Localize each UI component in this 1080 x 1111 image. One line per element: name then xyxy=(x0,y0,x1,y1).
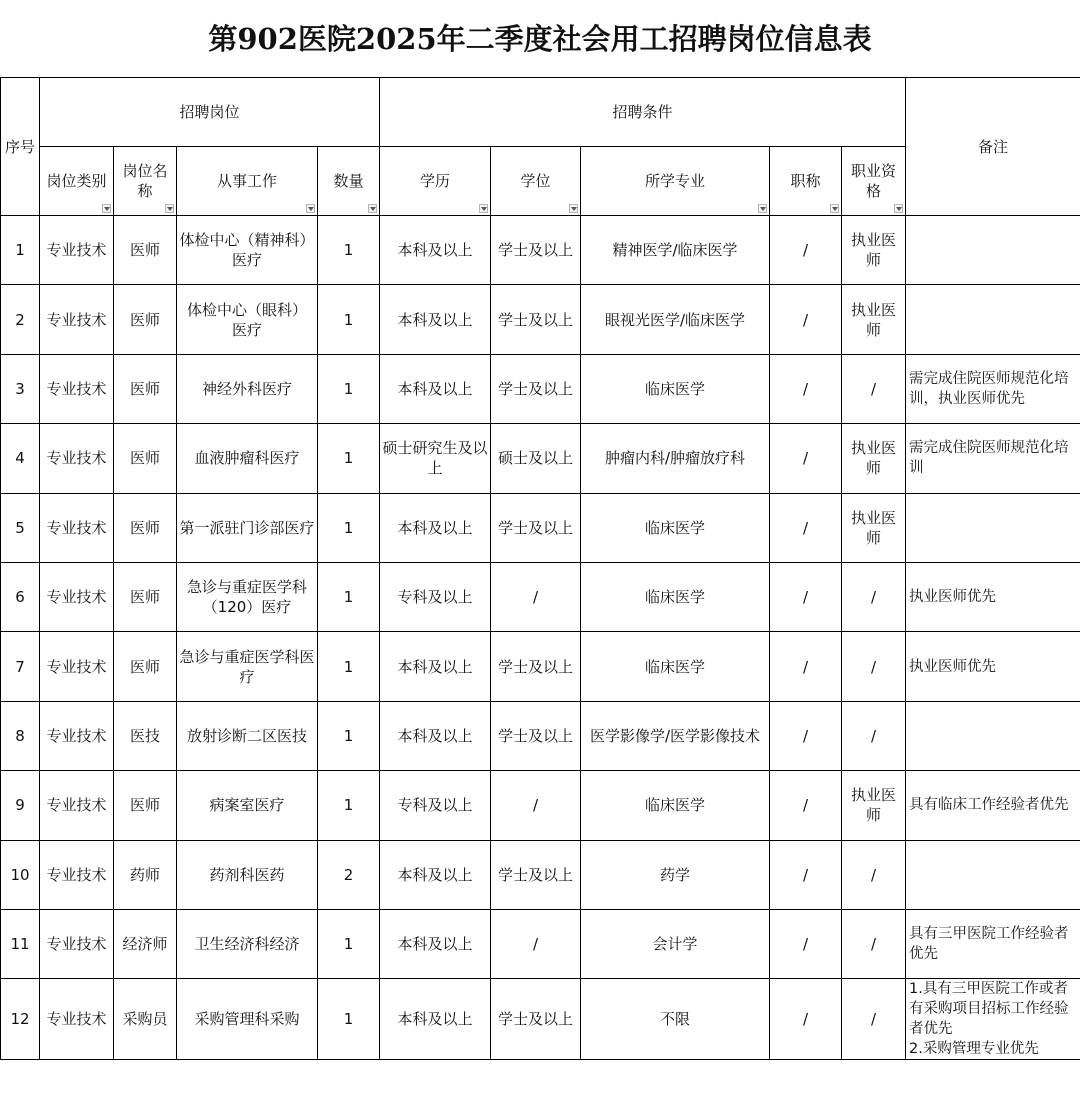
filter-dropdown-icon[interactable] xyxy=(165,204,174,213)
cell-work: 卫生经济科经济 xyxy=(177,909,318,978)
cell-post: 医师 xyxy=(114,285,177,354)
cell-work: 急诊与重症医学科医疗 xyxy=(177,632,318,701)
filter-dropdown-icon[interactable] xyxy=(368,204,377,213)
cell-post: 经济师 xyxy=(114,909,177,978)
filter-dropdown-icon[interactable] xyxy=(830,204,839,213)
table-row xyxy=(1,840,1080,909)
cell-education: 本科及以上 xyxy=(380,285,491,354)
table-row xyxy=(1,493,1080,562)
header-category[interactable]: 岗位类别 xyxy=(40,147,114,216)
cell-qualification: 执业医师 xyxy=(842,285,906,354)
cell-category: 专业技术 xyxy=(40,493,114,562)
cell-work: 病案室医疗 xyxy=(177,771,318,840)
cell-major: 精神医学/临床医学 xyxy=(581,216,770,285)
cell-education: 本科及以上 xyxy=(380,493,491,562)
cell-major: 眼视光医学/临床医学 xyxy=(581,285,770,354)
cell-note: 需完成住院医师规范化培训 xyxy=(906,424,1080,493)
cell-count: 1 xyxy=(318,424,380,493)
cell-no: 6 xyxy=(1,562,40,631)
cell-work: 体检中心（眼科） 医疗 xyxy=(177,285,318,354)
cell-post: 药师 xyxy=(114,840,177,909)
cell-count: 1 xyxy=(318,354,380,423)
cell-major: 临床医学 xyxy=(581,354,770,423)
page-title: 第902医院2025年二季度社会用工招聘岗位信息表 xyxy=(208,22,872,56)
cell-major: 临床医学 xyxy=(581,771,770,840)
cell-note xyxy=(906,840,1080,909)
cell-title: / xyxy=(770,979,842,1060)
table-row xyxy=(1,216,1080,285)
cell-title: / xyxy=(770,771,842,840)
cell-education: 本科及以上 xyxy=(380,354,491,423)
cell-work: 药剂科医药 xyxy=(177,840,318,909)
cell-count: 2 xyxy=(318,840,380,909)
cell-post: 医师 xyxy=(114,771,177,840)
cell-post: 医师 xyxy=(114,424,177,493)
cell-category: 专业技术 xyxy=(40,354,114,423)
filter-dropdown-icon[interactable] xyxy=(758,204,767,213)
cell-post: 医师 xyxy=(114,354,177,423)
cell-education: 本科及以上 xyxy=(380,909,491,978)
table-row xyxy=(1,354,1080,423)
cell-category: 专业技术 xyxy=(40,562,114,631)
cell-major: 不限 xyxy=(581,979,770,1060)
cell-count: 1 xyxy=(318,216,380,285)
cell-category: 专业技术 xyxy=(40,701,114,770)
filter-dropdown-icon[interactable] xyxy=(306,204,315,213)
cell-degree: 学士及以上 xyxy=(491,840,581,909)
cell-category: 专业技术 xyxy=(40,909,114,978)
cell-category: 专业技术 xyxy=(40,632,114,701)
cell-major: 临床医学 xyxy=(581,493,770,562)
cell-major: 医学影像学/医学影像技术 xyxy=(581,701,770,770)
cell-no: 9 xyxy=(1,771,40,840)
cell-title: / xyxy=(770,354,842,423)
header-count[interactable]: 数量 xyxy=(318,147,380,216)
cell-note xyxy=(906,493,1080,562)
cell-qualification: / xyxy=(842,701,906,770)
cell-category: 专业技术 xyxy=(40,285,114,354)
cell-qualification: / xyxy=(842,840,906,909)
filter-dropdown-icon[interactable] xyxy=(569,204,578,213)
cell-category: 专业技术 xyxy=(40,979,114,1060)
header-post[interactable]: 岗位名称 xyxy=(114,147,177,216)
cell-degree: 学士及以上 xyxy=(491,354,581,423)
cell-no: 11 xyxy=(1,909,40,978)
cell-no: 5 xyxy=(1,493,40,562)
cell-title: / xyxy=(770,285,842,354)
cell-degree: / xyxy=(491,562,581,631)
cell-qualification: 执业医师 xyxy=(842,424,906,493)
cell-qualification: 执业医师 xyxy=(842,771,906,840)
header-education[interactable]: 学历 xyxy=(380,147,491,216)
cell-note: 需完成住院医师规范化培训，执业医师优先 xyxy=(906,354,1080,423)
cell-count: 1 xyxy=(318,909,380,978)
cell-work: 体检中心（精神科） 医疗 xyxy=(177,216,318,285)
cell-major: 临床医学 xyxy=(581,562,770,631)
cell-education: 本科及以上 xyxy=(380,632,491,701)
cell-degree: / xyxy=(491,771,581,840)
cell-work: 放射诊断二区医技 xyxy=(177,701,318,770)
table-row xyxy=(1,424,1080,493)
cell-education: 本科及以上 xyxy=(380,979,491,1060)
cell-degree: / xyxy=(491,909,581,978)
recruitment-table xyxy=(0,77,1080,1060)
cell-title: / xyxy=(770,701,842,770)
cell-note: 具有临床工作经验者优先 xyxy=(906,771,1080,840)
cell-post: 医师 xyxy=(114,493,177,562)
cell-degree: 硕士及以上 xyxy=(491,424,581,493)
cell-education: 本科及以上 xyxy=(380,216,491,285)
cell-category: 专业技术 xyxy=(40,771,114,840)
cell-qualification: / xyxy=(842,632,906,701)
header-title[interactable]: 职称 xyxy=(770,147,842,216)
cell-category: 专业技术 xyxy=(40,216,114,285)
cell-title: / xyxy=(770,493,842,562)
cell-title: / xyxy=(770,840,842,909)
cell-no: 4 xyxy=(1,424,40,493)
cell-work: 血液肿瘤科医疗 xyxy=(177,424,318,493)
cell-major: 肿瘤内科/肿瘤放疗科 xyxy=(581,424,770,493)
cell-education: 本科及以上 xyxy=(380,840,491,909)
header-group-conditions: 招聘条件 xyxy=(380,78,906,147)
cell-no: 2 xyxy=(1,285,40,354)
table-row xyxy=(1,771,1080,840)
cell-major: 会计学 xyxy=(581,909,770,978)
cell-post: 医技 xyxy=(114,701,177,770)
table-row xyxy=(1,632,1080,701)
cell-category: 专业技术 xyxy=(40,840,114,909)
cell-title: / xyxy=(770,632,842,701)
cell-note: 执业医师优先 xyxy=(906,632,1080,701)
table-row xyxy=(1,979,1080,1060)
cell-title: / xyxy=(770,562,842,631)
cell-qualification: / xyxy=(842,354,906,423)
cell-education: 本科及以上 xyxy=(380,701,491,770)
header-remarks: 备注 xyxy=(906,78,1080,216)
cell-degree: 学士及以上 xyxy=(491,216,581,285)
cell-count: 1 xyxy=(318,562,380,631)
table-row xyxy=(1,909,1080,978)
cell-note: 具有三甲医院工作经验者优先 xyxy=(906,909,1080,978)
table-row xyxy=(1,285,1080,354)
table-row xyxy=(1,562,1080,631)
header-work[interactable]: 从事工作 xyxy=(177,147,318,216)
cell-count: 1 xyxy=(318,632,380,701)
header-qualification[interactable]: 职业资格 xyxy=(842,147,906,216)
cell-no: 8 xyxy=(1,701,40,770)
cell-degree: 学士及以上 xyxy=(491,979,581,1060)
cell-no: 10 xyxy=(1,840,40,909)
cell-no: 7 xyxy=(1,632,40,701)
cell-no: 3 xyxy=(1,354,40,423)
header-degree[interactable]: 学位 xyxy=(491,147,581,216)
cell-no: 1 xyxy=(1,216,40,285)
cell-count: 1 xyxy=(318,979,380,1060)
cell-education: 专科及以上 xyxy=(380,771,491,840)
header-major[interactable]: 所学专业 xyxy=(581,147,770,216)
cell-note xyxy=(906,216,1080,285)
cell-count: 1 xyxy=(318,771,380,840)
cell-count: 1 xyxy=(318,493,380,562)
cell-note xyxy=(906,701,1080,770)
header-index: 序号 xyxy=(1,78,40,216)
cell-note xyxy=(906,285,1080,354)
cell-qualification: / xyxy=(842,979,906,1060)
filter-dropdown-icon[interactable] xyxy=(894,204,903,213)
filter-dropdown-icon[interactable] xyxy=(479,204,488,213)
cell-category: 专业技术 xyxy=(40,424,114,493)
cell-post: 采购员 xyxy=(114,979,177,1060)
cell-note: 执业医师优先 xyxy=(906,562,1080,631)
cell-post: 医师 xyxy=(114,562,177,631)
cell-work: 急诊与重症医学科（120）医疗 xyxy=(177,562,318,631)
table-row xyxy=(1,701,1080,770)
cell-degree: 学士及以上 xyxy=(491,632,581,701)
cell-major: 药学 xyxy=(581,840,770,909)
cell-post: 医师 xyxy=(114,632,177,701)
cell-qualification: / xyxy=(842,909,906,978)
cell-no: 12 xyxy=(1,979,40,1060)
filter-dropdown-icon[interactable] xyxy=(102,204,111,213)
cell-major: 临床医学 xyxy=(581,632,770,701)
cell-degree: 学士及以上 xyxy=(491,493,581,562)
header-group-post: 招聘岗位 xyxy=(40,78,380,147)
cell-qualification: 执业医师 xyxy=(842,493,906,562)
cell-degree: 学士及以上 xyxy=(491,285,581,354)
cell-qualification: 执业医师 xyxy=(842,216,906,285)
cell-work: 第一派驻门诊部医疗 xyxy=(177,493,318,562)
cell-count: 1 xyxy=(318,285,380,354)
cell-title: / xyxy=(770,424,842,493)
cell-work: 神经外科医疗 xyxy=(177,354,318,423)
cell-degree: 学士及以上 xyxy=(491,701,581,770)
cell-count: 1 xyxy=(318,701,380,770)
cell-work: 采购管理科采购 xyxy=(177,979,318,1060)
cell-note: 1.具有三甲医院工作或者有采购项目招标工作经验者优先 2.采购管理专业优先 xyxy=(906,979,1080,1060)
cell-qualification: / xyxy=(842,562,906,631)
cell-title: / xyxy=(770,216,842,285)
cell-education: 专科及以上 xyxy=(380,562,491,631)
cell-education: 硕士研究生及以上 xyxy=(380,424,491,493)
cell-title: / xyxy=(770,909,842,978)
cell-post: 医师 xyxy=(114,216,177,285)
